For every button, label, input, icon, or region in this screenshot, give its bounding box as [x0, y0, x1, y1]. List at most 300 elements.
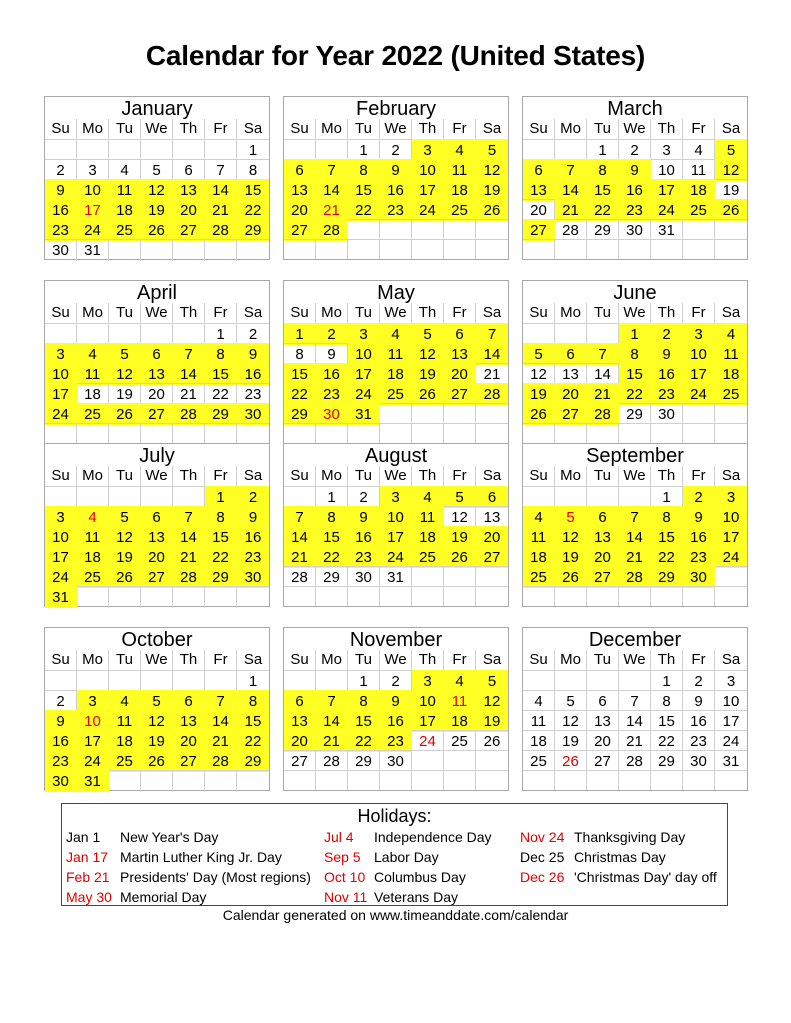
day-cell: 15: [237, 710, 269, 732]
day-cell: 25: [77, 403, 109, 425]
day-cell: 23: [380, 730, 412, 752]
day-cell: 28: [587, 403, 619, 425]
weekday-label: Mo: [555, 119, 587, 139]
weekday-header-row: [45, 119, 269, 139]
week-row: [284, 383, 508, 403]
day-cell: 28: [205, 219, 237, 241]
day-cell: 13: [523, 179, 555, 201]
day-cell: 11: [683, 159, 715, 181]
holidays-columns: [62, 827, 727, 907]
day-cell: 7: [205, 690, 237, 712]
day-cell: 3: [348, 323, 380, 345]
day-cell: 5: [109, 506, 141, 528]
day-cell: 3: [715, 486, 747, 508]
day-cell: 31: [77, 239, 109, 261]
day-cell: 14: [205, 710, 237, 732]
week-row: [284, 506, 508, 526]
day-cell: 28: [555, 219, 587, 241]
day-cell: 27: [587, 566, 619, 588]
day-cell: 25: [683, 199, 715, 221]
empty-cell: [587, 586, 619, 606]
weekday-label: Mo: [316, 119, 348, 139]
empty-cell: [77, 670, 109, 692]
week-row: [523, 586, 747, 606]
empty-cell: [141, 770, 173, 792]
empty-cell: [412, 770, 444, 790]
day-cell: 8: [651, 690, 683, 712]
empty-cell: [316, 586, 348, 606]
day-cell: 6: [476, 486, 508, 508]
week-row: [523, 670, 747, 690]
day-cell: 7: [316, 159, 348, 181]
day-cell: 27: [284, 219, 316, 241]
holiday-column: [324, 827, 520, 907]
empty-cell: [619, 586, 651, 606]
day-cell: 18: [683, 179, 715, 201]
day-cell: 1: [651, 486, 683, 508]
week-row: [523, 219, 747, 239]
day-cell: 2: [237, 486, 269, 508]
day-cell: 21: [316, 730, 348, 752]
month-name: December: [588, 629, 682, 651]
day-cell: 4: [444, 139, 476, 161]
page-title: Calendar for Year 2022 (United States): [145, 40, 646, 71]
weekday-header-row: [45, 466, 269, 486]
holiday-name: Martin Luther King Jr. Day: [120, 849, 282, 865]
weekday-label: We: [619, 303, 651, 323]
day-cell: 30: [651, 403, 683, 425]
weekday-label: Mo: [555, 650, 587, 670]
day-cell: 11: [109, 179, 141, 201]
weekday-label: Sa: [482, 304, 502, 321]
weekday-label: Su: [45, 303, 77, 323]
empty-cell: [109, 670, 141, 692]
empty-cell: [444, 423, 476, 443]
week-row: [284, 566, 508, 586]
day-cell: 22: [205, 546, 237, 568]
day-cell: 7: [619, 506, 651, 528]
weekday-label: Tu: [109, 650, 141, 670]
day-cell: 27: [523, 219, 555, 241]
day-cell: 31: [77, 770, 109, 792]
day-cell: 6: [141, 506, 173, 528]
month-november: [283, 627, 509, 791]
day-cell: 7: [173, 343, 205, 365]
month-name: November: [349, 629, 443, 651]
day-cell: 19: [715, 179, 747, 201]
empty-cell: [45, 139, 77, 161]
day-cell: 8: [619, 343, 651, 365]
day-cell: 27: [555, 403, 587, 425]
weekday-label: Mo: [77, 650, 109, 670]
day-cell: 15: [237, 179, 269, 201]
month-name: August: [364, 445, 428, 467]
day-cell: 20: [587, 546, 619, 568]
day-cell: 24: [412, 730, 444, 752]
weekday-header-row: [523, 650, 747, 670]
day-cell: 1: [205, 486, 237, 508]
day-cell: 13: [141, 363, 173, 385]
day-cell: 12: [476, 690, 508, 712]
empty-cell: [683, 403, 715, 425]
empty-cell: [476, 219, 508, 241]
month-name: June: [613, 282, 657, 304]
weekday-label: Th: [651, 119, 683, 139]
day-cell: 16: [651, 363, 683, 385]
day-cell: 17: [412, 710, 444, 732]
empty-cell: [141, 139, 173, 161]
week-row: [284, 423, 508, 443]
weekday-label: We: [141, 466, 173, 486]
weekday-header-row: [45, 650, 269, 670]
month-december: [522, 627, 748, 791]
day-cell: 18: [444, 710, 476, 732]
empty-cell: [348, 219, 380, 241]
empty-cell: [141, 239, 173, 261]
empty-cell: [523, 770, 555, 790]
day-cell: 7: [173, 506, 205, 528]
day-cell: 3: [715, 670, 747, 692]
weekday-label: Tu: [587, 303, 619, 323]
day-cell: 12: [109, 526, 141, 548]
day-cell: 23: [316, 383, 348, 405]
day-cell: 8: [651, 506, 683, 528]
empty-cell: [523, 323, 555, 345]
day-cell: 18: [109, 730, 141, 752]
day-cell: 19: [109, 383, 141, 405]
day-cell: 1: [205, 323, 237, 345]
day-cell: 23: [380, 199, 412, 221]
weekday-label: Tu: [587, 650, 619, 670]
day-cell: 5: [141, 159, 173, 181]
day-cell: 20: [587, 730, 619, 752]
month-july: [44, 443, 270, 607]
empty-cell: [619, 423, 651, 443]
empty-cell: [555, 239, 587, 259]
day-cell: 13: [141, 526, 173, 548]
empty-cell: [412, 586, 444, 606]
day-cell: 27: [587, 750, 619, 772]
holiday-date: May 30: [66, 889, 112, 905]
day-cell: 4: [412, 486, 444, 508]
week-row: [45, 363, 269, 383]
day-cell: 12: [141, 179, 173, 201]
holiday-name: Labor Day: [374, 849, 439, 865]
day-cell: 25: [444, 199, 476, 221]
day-cell: 14: [587, 363, 619, 385]
day-cell: 10: [683, 343, 715, 365]
day-cell: 16: [619, 179, 651, 201]
empty-cell: [173, 670, 205, 692]
empty-cell: [587, 423, 619, 443]
week-row: [284, 526, 508, 546]
day-cell: 20: [523, 199, 555, 221]
holiday-date: Feb 21: [66, 869, 110, 885]
weekday-label: Fr: [683, 303, 715, 323]
day-cell: 3: [412, 139, 444, 161]
day-cell: 3: [45, 343, 77, 365]
empty-cell: [173, 139, 205, 161]
day-cell: 29: [348, 750, 380, 772]
day-cell: 3: [45, 506, 77, 528]
empty-cell: [77, 139, 109, 161]
weekday-label: Th: [651, 466, 683, 486]
empty-cell: [237, 586, 269, 608]
week-row: [523, 690, 747, 710]
day-cell: 18: [109, 199, 141, 221]
day-cell: 27: [476, 546, 508, 568]
empty-cell: [651, 586, 683, 606]
holiday-date: Jan 1: [66, 829, 101, 845]
week-row: [45, 179, 269, 199]
day-cell: 20: [141, 383, 173, 405]
empty-cell: [380, 239, 412, 259]
weekday-header-row: [284, 119, 508, 139]
empty-cell: [173, 770, 205, 792]
day-cell: 18: [715, 363, 747, 385]
weekday-label: Th: [412, 650, 444, 670]
weekday-label: Th: [412, 303, 444, 323]
day-cell: 5: [109, 343, 141, 365]
month-september: [522, 443, 748, 607]
empty-cell: [316, 139, 348, 161]
day-cell: 31: [715, 750, 747, 772]
day-cell: 30: [316, 403, 348, 425]
day-cell: 13: [444, 343, 476, 365]
day-cell: 12: [141, 710, 173, 732]
day-cell: 23: [45, 750, 77, 772]
holiday-name: New Year's Day: [120, 829, 219, 845]
empty-cell: [173, 423, 205, 443]
week-row: [45, 239, 269, 259]
week-row: [45, 710, 269, 730]
holiday-row: [324, 867, 520, 887]
week-row: [284, 730, 508, 750]
day-cell: 13: [173, 179, 205, 201]
weekday-label: Mo: [555, 303, 587, 323]
empty-cell: [316, 423, 348, 443]
day-cell: 2: [45, 690, 77, 712]
empty-cell: [555, 770, 587, 790]
day-cell: 30: [380, 750, 412, 772]
day-cell: 4: [77, 343, 109, 365]
empty-cell: [141, 486, 173, 508]
empty-cell: [109, 323, 141, 345]
weekday-label: Tu: [348, 466, 380, 486]
day-cell: 5: [444, 486, 476, 508]
day-cell: 11: [380, 343, 412, 365]
empty-cell: [715, 423, 747, 443]
day-cell: 12: [555, 526, 587, 548]
day-cell: 23: [348, 546, 380, 568]
day-cell: 23: [237, 546, 269, 568]
day-cell: 6: [284, 690, 316, 712]
day-cell: 8: [284, 343, 316, 365]
day-cell: 29: [587, 219, 619, 241]
day-cell: 27: [444, 383, 476, 405]
empty-cell: [412, 239, 444, 259]
month-name: April: [136, 282, 177, 304]
day-cell: 10: [45, 363, 77, 385]
day-cell: 8: [348, 159, 380, 181]
day-cell: 9: [45, 179, 77, 201]
weekday-label: Su: [523, 650, 555, 670]
holiday-date: Sep 5: [324, 849, 361, 865]
day-cell: 27: [173, 750, 205, 772]
weekday-label: Fr: [683, 119, 715, 139]
day-cell: 25: [444, 730, 476, 752]
day-cell: 25: [380, 383, 412, 405]
day-cell: 19: [141, 730, 173, 752]
day-cell: 18: [412, 526, 444, 548]
weekday-label: Fr: [205, 119, 237, 139]
holiday-row: [66, 867, 324, 887]
day-cell: 8: [348, 690, 380, 712]
weekday-label: Th: [651, 303, 683, 323]
day-cell: 21: [316, 199, 348, 221]
week-row: [45, 383, 269, 403]
day-cell: 1: [587, 139, 619, 161]
day-cell: 30: [237, 403, 269, 425]
day-cell: 21: [587, 383, 619, 405]
day-cell: 31: [45, 586, 77, 608]
weekday-label: Sa: [243, 120, 263, 137]
weekday-label: Fr: [444, 303, 476, 323]
day-cell: 3: [412, 670, 444, 692]
holiday-date: Nov 24: [520, 829, 565, 845]
holiday-column: [520, 827, 725, 907]
day-cell: 24: [715, 730, 747, 752]
day-cell: 14: [173, 526, 205, 548]
holiday-row: [66, 827, 324, 847]
week-row: [284, 690, 508, 710]
month-name: March: [607, 98, 663, 120]
day-cell: 25: [109, 219, 141, 241]
day-cell: 24: [77, 750, 109, 772]
empty-cell: [619, 770, 651, 790]
weekday-label: Tu: [587, 466, 619, 486]
day-cell: 22: [316, 546, 348, 568]
day-cell: 3: [77, 159, 109, 181]
empty-cell: [715, 566, 747, 588]
empty-cell: [476, 403, 508, 425]
day-cell: 8: [237, 690, 269, 712]
day-cell: 3: [77, 690, 109, 712]
day-cell: 15: [284, 363, 316, 385]
day-cell: 15: [316, 526, 348, 548]
week-row: [45, 343, 269, 363]
empty-cell: [523, 139, 555, 161]
day-cell: 10: [380, 506, 412, 528]
day-cell: 29: [651, 566, 683, 588]
empty-cell: [77, 586, 109, 608]
day-cell: 5: [523, 343, 555, 365]
day-cell: 4: [444, 670, 476, 692]
day-cell: 22: [237, 199, 269, 221]
day-cell: 26: [476, 730, 508, 752]
week-row: [523, 403, 747, 423]
day-cell: 2: [348, 486, 380, 508]
day-cell: 13: [555, 363, 587, 385]
month-february: [283, 96, 509, 260]
weekday-label: We: [619, 650, 651, 670]
day-cell: 16: [237, 526, 269, 548]
day-cell: 14: [316, 710, 348, 732]
day-cell: 7: [555, 159, 587, 181]
day-cell: 29: [237, 219, 269, 241]
holiday-column: [66, 827, 324, 907]
week-row: [45, 730, 269, 750]
day-cell: 20: [555, 383, 587, 405]
empty-cell: [523, 423, 555, 443]
empty-cell: [715, 770, 747, 790]
empty-cell: [316, 770, 348, 790]
day-cell: 23: [237, 383, 269, 405]
holidays-box: [61, 803, 728, 906]
week-row: [523, 710, 747, 730]
week-row: [45, 323, 269, 343]
day-cell: 17: [77, 199, 109, 221]
weekday-label: Su: [284, 650, 316, 670]
holiday-name: Memorial Day: [120, 889, 207, 905]
empty-cell: [205, 139, 237, 161]
day-cell: 28: [316, 750, 348, 772]
day-cell: 21: [476, 363, 508, 385]
empty-cell: [412, 219, 444, 241]
weekday-label: Th: [173, 466, 205, 486]
week-row: [284, 323, 508, 343]
day-cell: 19: [476, 710, 508, 732]
day-cell: 16: [683, 710, 715, 732]
day-cell: 2: [237, 323, 269, 345]
weekday-header-row: [523, 303, 747, 323]
day-cell: 24: [77, 219, 109, 241]
weekday-label: Mo: [555, 466, 587, 486]
weekday-label: Tu: [109, 466, 141, 486]
day-cell: 22: [348, 730, 380, 752]
day-cell: 9: [316, 343, 348, 365]
day-cell: 18: [523, 546, 555, 568]
empty-cell: [444, 770, 476, 790]
day-cell: 31: [348, 403, 380, 425]
weekday-label: Fr: [444, 466, 476, 486]
day-cell: 20: [284, 730, 316, 752]
day-cell: 4: [715, 323, 747, 345]
weekday-label: Sa: [243, 304, 263, 321]
holiday-row: [324, 847, 520, 867]
day-cell: 15: [205, 363, 237, 385]
empty-cell: [205, 770, 237, 792]
day-cell: 11: [523, 710, 555, 732]
day-cell: 25: [77, 566, 109, 588]
month-may: [283, 280, 509, 444]
empty-cell: [476, 750, 508, 772]
weekday-label: Fr: [444, 650, 476, 670]
weekday-label: Su: [284, 303, 316, 323]
weekday-label: Sa: [721, 304, 741, 321]
day-cell: 16: [316, 363, 348, 385]
empty-cell: [476, 566, 508, 588]
weekday-label: Fr: [683, 650, 715, 670]
day-cell: 4: [523, 506, 555, 528]
day-cell: 17: [651, 179, 683, 201]
empty-cell: [412, 750, 444, 772]
day-cell: 7: [284, 506, 316, 528]
holiday-date: Dec 26: [520, 869, 565, 885]
weekday-header-row: [523, 119, 747, 139]
day-cell: 6: [173, 690, 205, 712]
empty-cell: [619, 670, 651, 692]
